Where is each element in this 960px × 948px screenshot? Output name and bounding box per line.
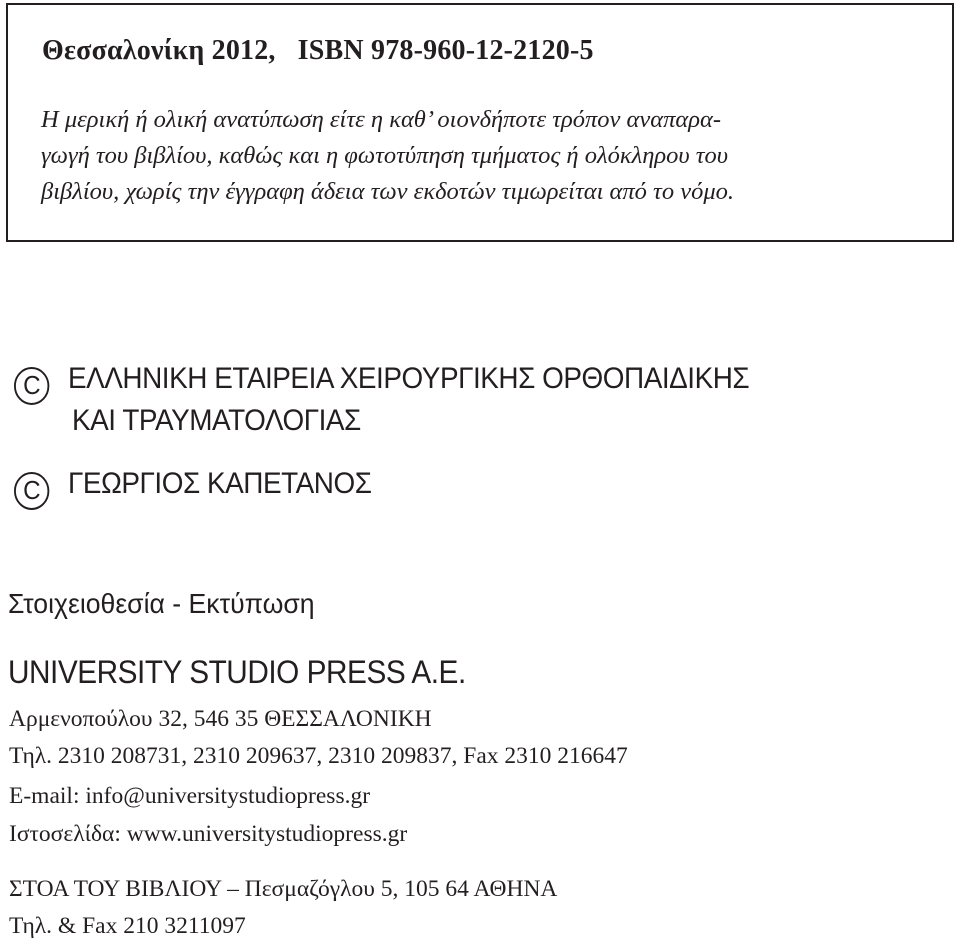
publisher-phones: Τηλ. 2310 208731, 2310 209637, 2310 209837, Fax 2310 216647 bbox=[9, 743, 628, 769]
notice-line: βιβλίου, χωρίς την έγγραφη άδεια των εκδοτών τιμωρείται από το νόμο. bbox=[41, 178, 734, 205]
publisher-address: Αρμενοπούλου 32, 546 35 ΘΕΣΣΑΛΟΝΙΚΗ bbox=[9, 706, 432, 732]
copyright-holder-1 bbox=[14, 362, 749, 405]
typesetting-label: Στοιχειοθεσία - Εκτύπωση bbox=[8, 588, 315, 619]
copyright-holder-1-line2: ΚΑΙ ΤΡΑΥΜΑΤΟΛΟΓΙΑΣ bbox=[72, 404, 361, 437]
store-address: ΣΤΟΑ ΤΟΥ ΒΙΒΛΙΟΥ – Πεσμαζόγλου 5, 105 64 ΑΘΗΝΑ bbox=[9, 876, 558, 902]
store-phone-fax: Τηλ. & Fax 210 3211097 bbox=[9, 913, 246, 939]
notice-line: Η μερική ή ολική ανατύπωση είτε η καθ’ οιονδήποτε τρόπον αναπαρα- bbox=[41, 106, 722, 133]
reproduction-notice bbox=[41, 102, 734, 210]
notice-line: γωγή του βιβλίου, καθώς και η φωτοτύπηση τμήματος ή ολόκληρου του bbox=[41, 142, 728, 169]
publisher-website: Ιστοσελίδα: www.universitystudiopress.gr bbox=[9, 821, 408, 847]
publisher-name: UNIVERSITY STUDIO PRESS A.E. bbox=[8, 654, 466, 690]
copyright-icon: C bbox=[14, 367, 49, 405]
isbn-number: ISBN 978-960-12-2120-5 bbox=[297, 35, 594, 66]
publisher-email: E-mail: info@universitystudiopress.gr bbox=[9, 783, 371, 809]
edition-line bbox=[42, 35, 594, 67]
copyright-holder-1-line1: ΕΛΛΗΝΙΚΗ ΕΤΑΙΡΕΙΑ ΧΕΙΡΟΥΡΓΙΚΗΣ ΟΡΘΟΠΑΙΔΙΚΗΣ bbox=[67, 362, 750, 395]
copyright-holder-2-name: ΓΕΩΡΓΙΟΣ ΚΑΠΕΤΑΝΟΣ bbox=[67, 467, 372, 500]
copyright-holder-2 bbox=[14, 467, 371, 510]
copyright-icon: C bbox=[14, 472, 49, 510]
copyright-notice-box bbox=[6, 3, 954, 242]
place-year: Θεσσαλονίκη 2012, bbox=[42, 35, 276, 66]
